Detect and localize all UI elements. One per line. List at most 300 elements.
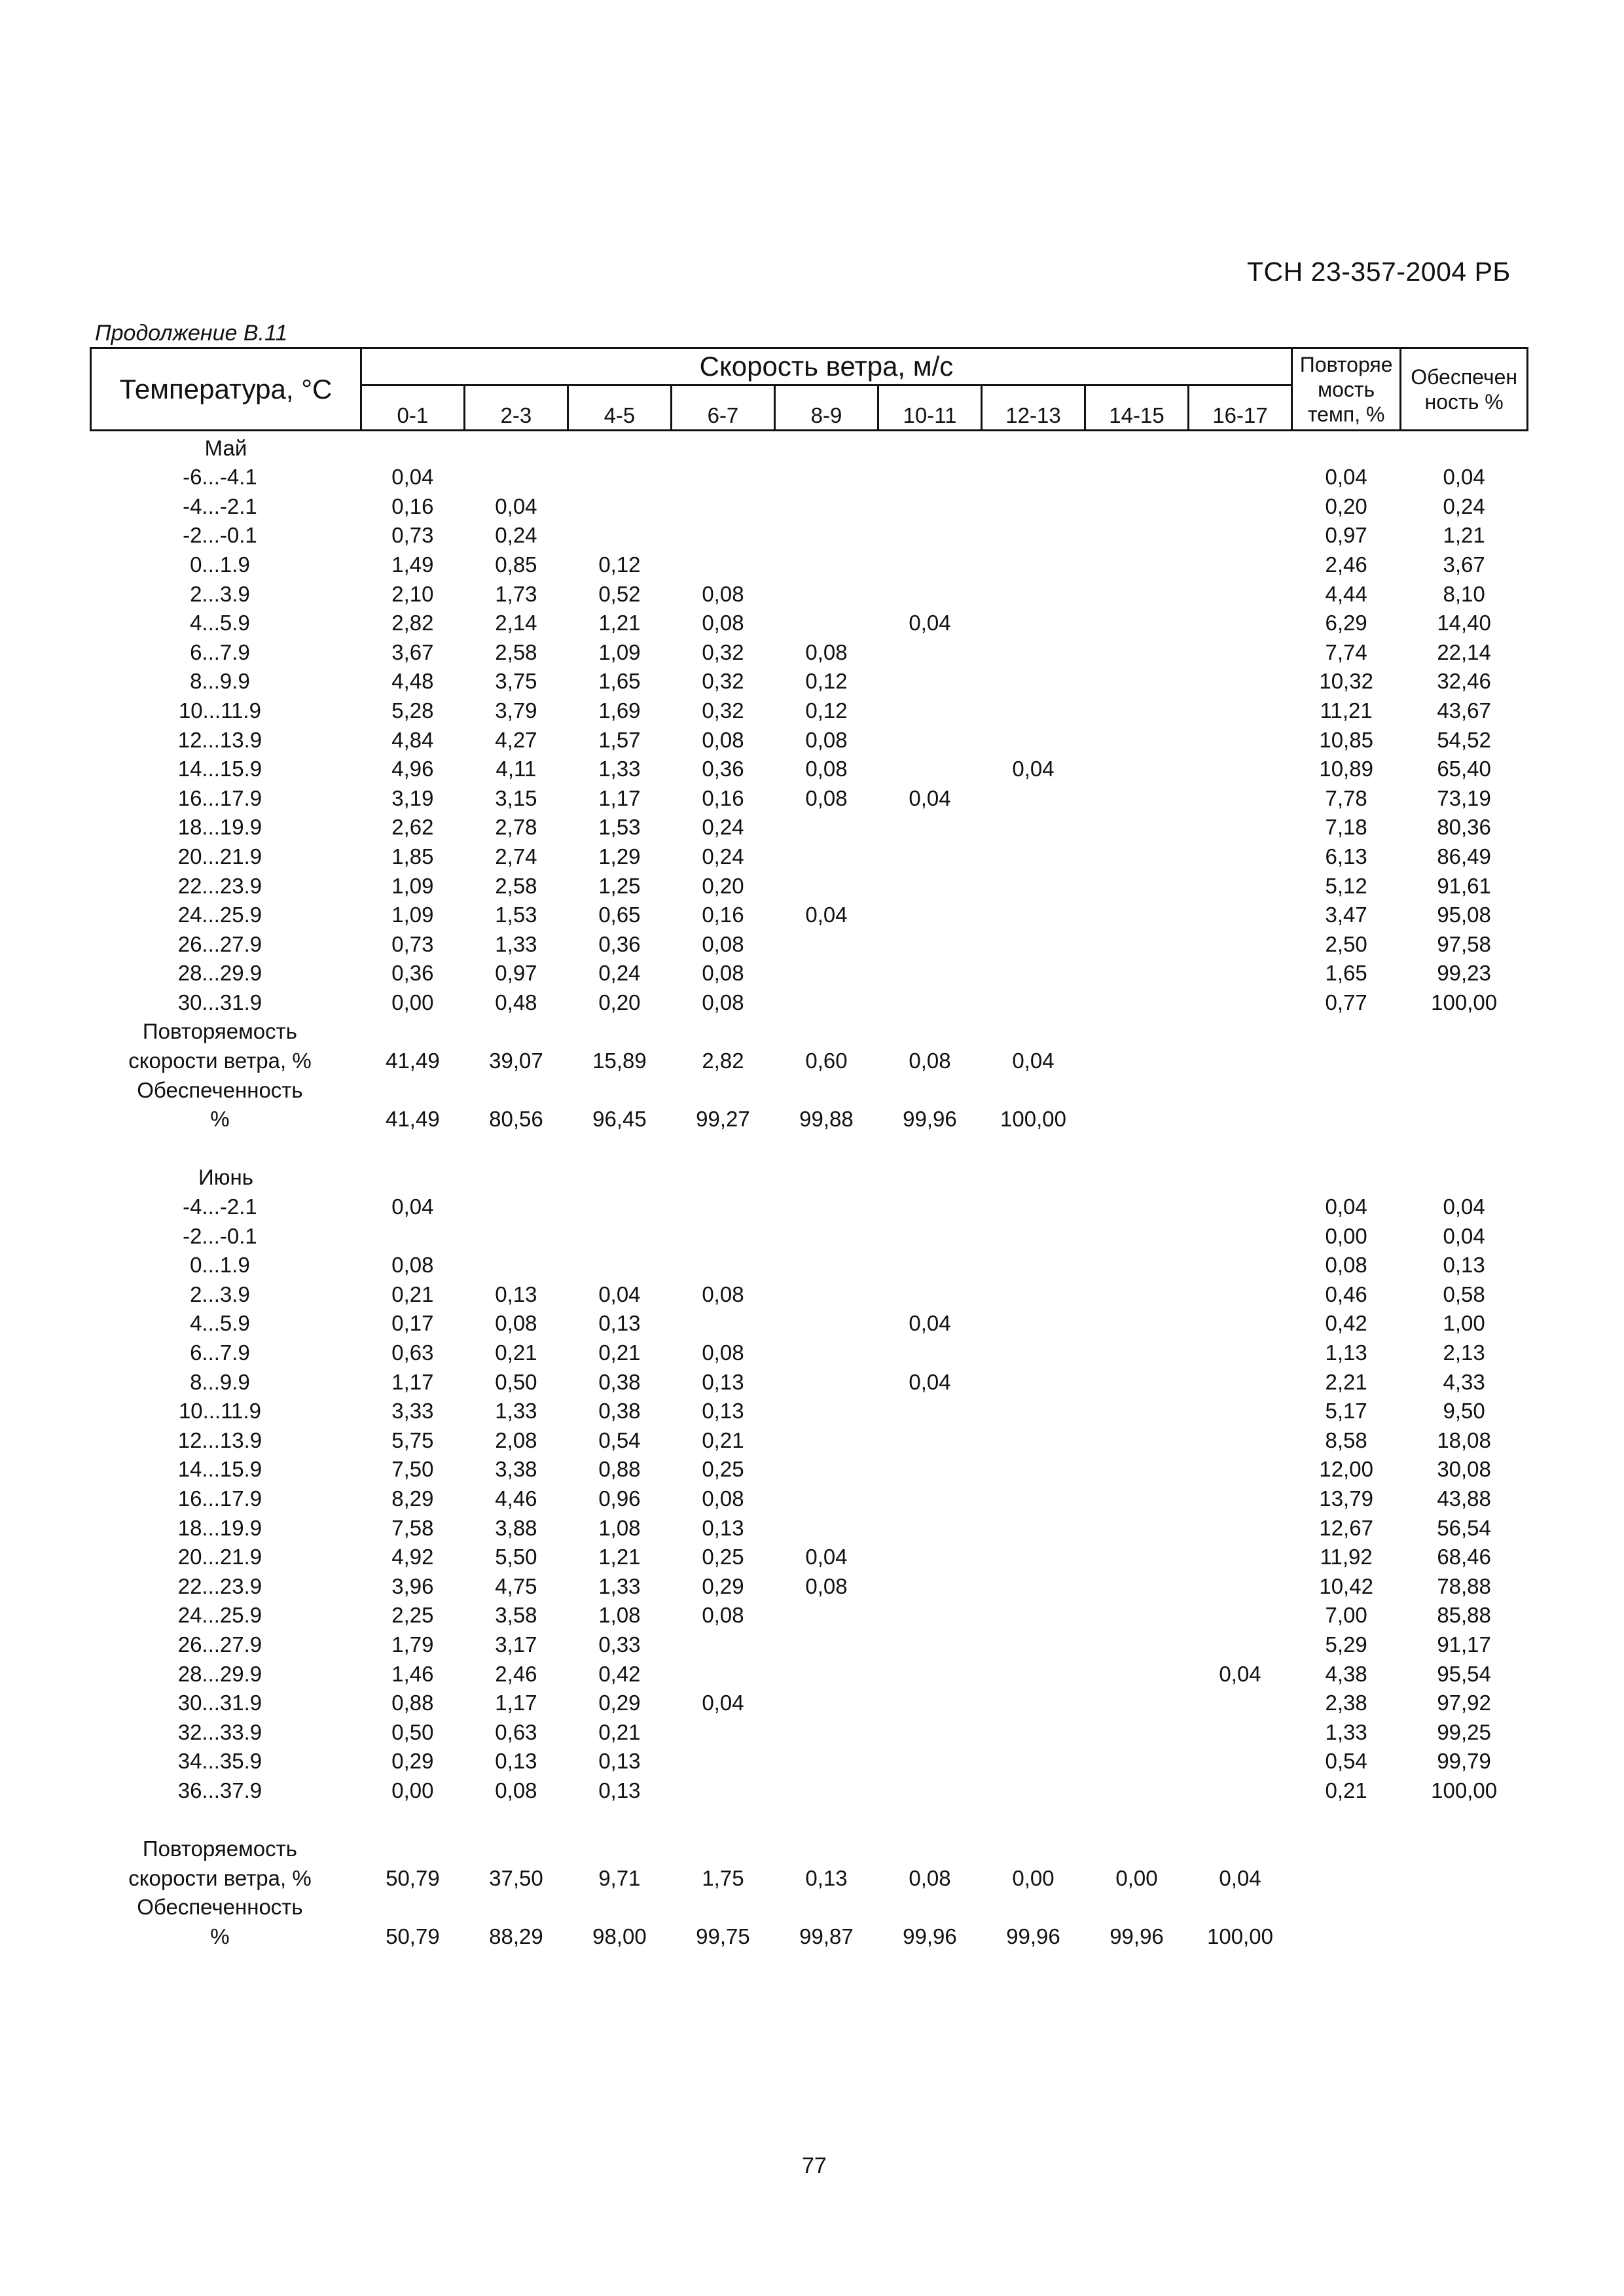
cumulative-security: 43,88 [1437, 1486, 1491, 1511]
wind-security-value: 100,00 [1000, 1107, 1066, 1132]
summary-label: Обеспеченность [137, 1895, 303, 1920]
frequency-value [981, 1424, 1085, 1453]
frequency-value: 1,17 [391, 1369, 434, 1394]
frequency-value [1189, 1511, 1292, 1541]
temp-repeatability: 1,13 [1325, 1340, 1367, 1365]
wind-security-value: 99,88 [799, 1107, 854, 1132]
frequency-value [878, 694, 981, 723]
frequency-value [671, 1657, 774, 1687]
table-row [91, 1511, 1528, 1541]
frequency-value: 7,50 [391, 1457, 434, 1482]
frequency-value: 0,08 [702, 727, 744, 752]
frequency-value [1189, 1715, 1292, 1745]
frequency-value [1085, 1570, 1189, 1599]
temperature-range: 16...17.9 [177, 785, 262, 810]
frequency-value: 0,63 [391, 1340, 434, 1365]
frequency-value [878, 1424, 981, 1453]
frequency-value [1189, 1278, 1292, 1307]
frequency-value [981, 1190, 1085, 1219]
temp-repeatability: 2,38 [1325, 1691, 1367, 1715]
document-code: ТСН 23-357-2004 РБ [1247, 257, 1511, 287]
frequency-value [1085, 957, 1189, 986]
wind-repeatability-value: 2,82 [702, 1049, 744, 1073]
frequency-value [671, 490, 774, 519]
frequency-value [878, 1482, 981, 1511]
frequency-value [981, 927, 1085, 957]
frequency-value: 0,13 [598, 1778, 641, 1803]
frequency-value: 4,27 [495, 727, 537, 752]
frequency-value [1189, 1249, 1292, 1278]
frequency-value [878, 899, 981, 928]
temperature-range: -2...-0.1 [183, 1223, 257, 1248]
table-body [91, 431, 1528, 1949]
cumulative-security: 80,36 [1437, 815, 1491, 840]
temperature-range: 34...35.9 [177, 1749, 262, 1774]
month-heading-row [91, 1161, 1528, 1191]
frequency-value [878, 1453, 981, 1482]
temperature-range: 28...29.9 [177, 961, 262, 986]
frequency-value [1085, 781, 1189, 811]
frequency-value [981, 1307, 1085, 1336]
summary-label-row [91, 1891, 1528, 1920]
frequency-value: 0,08 [702, 581, 744, 606]
table-row [91, 1219, 1528, 1249]
frequency-value [1189, 548, 1292, 577]
frequency-value [1189, 461, 1292, 490]
frequency-value: 1,09 [391, 873, 434, 898]
frequency-value [981, 1395, 1085, 1424]
month-row-fill [361, 431, 1527, 461]
frequency-value [878, 723, 981, 753]
temperature-range: 4...5.9 [190, 1311, 250, 1336]
frequency-value [1189, 1453, 1292, 1482]
summary-fill [361, 1833, 1527, 1862]
frequency-value: 0,08 [702, 1282, 744, 1306]
temp-repeatability: 0,54 [1325, 1749, 1367, 1774]
frequency-value: 8,29 [391, 1486, 434, 1511]
temp-repeatability: 7,18 [1325, 815, 1367, 840]
frequency-value: 0,42 [598, 1661, 641, 1686]
frequency-value [1189, 1482, 1292, 1511]
frequency-value [1085, 461, 1189, 490]
summary-fill [1292, 1103, 1401, 1132]
temp-repeatability: 4,38 [1325, 1661, 1367, 1686]
frequency-value: 3,19 [391, 785, 434, 810]
frequency-value [878, 869, 981, 899]
header-repeatability-line: мость [1318, 377, 1375, 401]
wind-repeatability-value: 0,60 [805, 1049, 848, 1073]
cumulative-security: 78,88 [1437, 1573, 1491, 1598]
temp-repeatability: 11,92 [1320, 1545, 1373, 1570]
frequency-value [1189, 1336, 1292, 1365]
cumulative-security: 22,14 [1437, 639, 1491, 664]
frequency-value [1085, 753, 1189, 782]
wind-security-value [1189, 1103, 1292, 1132]
summary-fill [361, 1015, 1527, 1045]
frequency-value: 1,53 [495, 903, 537, 927]
frequency-value: 1,85 [391, 844, 434, 869]
frequency-value [1085, 1657, 1189, 1687]
frequency-value [878, 986, 981, 1015]
wind-security-value: 99,27 [696, 1107, 750, 1132]
table-row [91, 665, 1528, 694]
frequency-value [981, 1687, 1085, 1716]
wind-security-row [91, 1103, 1528, 1132]
temp-repeatability: 0,42 [1325, 1311, 1367, 1336]
temp-repeatability: 0,21 [1325, 1778, 1367, 1803]
frequency-value: 3,67 [391, 639, 434, 664]
summary-fill [1292, 1861, 1401, 1891]
frequency-value: 1,09 [391, 903, 434, 927]
frequency-value: 1,21 [598, 1545, 641, 1570]
frequency-value [1085, 694, 1189, 723]
frequency-value [981, 1657, 1085, 1687]
frequency-value [774, 1453, 878, 1482]
frequency-value [981, 577, 1085, 607]
summary-label-row [91, 1073, 1528, 1103]
frequency-value: 0,08 [805, 639, 848, 664]
cumulative-security: 65,40 [1437, 757, 1491, 781]
frequency-value: 0,08 [702, 1603, 744, 1628]
temp-repeatability: 0,77 [1325, 990, 1367, 1014]
frequency-value [1189, 1307, 1292, 1336]
frequency-value [774, 1511, 878, 1541]
frequency-value [464, 1249, 568, 1278]
frequency-value [464, 1219, 568, 1249]
frequency-value: 0,96 [598, 1486, 641, 1511]
table-row [91, 1657, 1528, 1687]
frequency-value: 0,36 [598, 931, 641, 956]
temperature-range: 36...37.9 [177, 1778, 262, 1803]
table-row [91, 899, 1528, 928]
frequency-value: 0,16 [702, 903, 744, 927]
frequency-value: 0,36 [702, 757, 744, 781]
cumulative-security: 85,88 [1437, 1603, 1491, 1628]
table-row [91, 753, 1528, 782]
wind-repeatability-value: 0,04 [1012, 1049, 1055, 1073]
frequency-value: 0,04 [598, 1282, 641, 1306]
frequency-value [1085, 869, 1189, 899]
frequency-value [774, 869, 878, 899]
wind-repeatability-value: 1,75 [702, 1865, 744, 1890]
frequency-value [774, 1628, 878, 1657]
table-row [91, 986, 1528, 1015]
frequency-value [774, 1365, 878, 1395]
wind-repeatability-value: 0,13 [805, 1865, 848, 1890]
frequency-value: 0,24 [702, 844, 744, 869]
frequency-value [568, 1190, 671, 1219]
wind-security-value: 99,87 [799, 1924, 854, 1948]
cumulative-security: 95,54 [1437, 1661, 1491, 1686]
wind-security-value: 99,96 [903, 1107, 957, 1132]
temperature-range: 32...33.9 [177, 1719, 262, 1744]
frequency-value [1085, 607, 1189, 636]
temperature-range: 18...19.9 [177, 1515, 262, 1540]
frequency-value: 1,49 [391, 552, 434, 577]
frequency-value [1085, 1219, 1189, 1249]
temp-repeatability: 2,46 [1325, 552, 1367, 577]
frequency-value: 1,73 [495, 581, 537, 606]
frequency-value: 0,04 [805, 903, 848, 927]
frequency-value: 5,75 [391, 1427, 434, 1452]
header-wind-speed: Скорость ветра, м/с [361, 348, 1291, 386]
frequency-value [1085, 1599, 1189, 1628]
frequency-value: 0,13 [598, 1311, 641, 1336]
temp-repeatability: 6,29 [1325, 611, 1367, 636]
frequency-value [1085, 1628, 1189, 1657]
frequency-value [1189, 986, 1292, 1015]
frequency-value: 0,16 [702, 785, 744, 810]
frequency-value [981, 1745, 1085, 1774]
frequency-value [981, 490, 1085, 519]
frequency-value [1085, 723, 1189, 753]
table-row [91, 1307, 1528, 1336]
frequency-value: 0,08 [805, 1573, 848, 1598]
frequency-value: 0,08 [702, 931, 744, 956]
summary-label: скорости ветра, % [128, 1865, 312, 1890]
wind-repeatability-value: 0,04 [1219, 1865, 1261, 1890]
table-row [91, 1453, 1528, 1482]
frequency-value [464, 461, 568, 490]
frequency-value [671, 461, 774, 490]
frequency-value: 0,50 [391, 1719, 434, 1744]
frequency-value: 1,33 [598, 1573, 641, 1598]
wind-repeatability-row [91, 1861, 1528, 1891]
frequency-value [878, 577, 981, 607]
frequency-value [1085, 1511, 1189, 1541]
frequency-value: 0,65 [598, 903, 641, 927]
wind-repeatability-value: 0,00 [1012, 1865, 1055, 1890]
wind-repeatability-row [91, 1044, 1528, 1073]
frequency-value [981, 636, 1085, 665]
frequency-value: 0,08 [391, 1253, 434, 1278]
table-row [91, 694, 1528, 723]
frequency-value: 1,33 [495, 1399, 537, 1424]
cumulative-security: 0,13 [1443, 1253, 1485, 1278]
frequency-value [1085, 899, 1189, 928]
temp-repeatability: 2,21 [1325, 1369, 1367, 1394]
temp-repeatability: 2,50 [1325, 931, 1367, 956]
frequency-value [774, 577, 878, 607]
frequency-value [878, 548, 981, 577]
temp-repeatability: 10,85 [1319, 727, 1373, 752]
frequency-value [671, 1745, 774, 1774]
temp-repeatability: 5,29 [1325, 1632, 1367, 1657]
frequency-value: 0,13 [702, 1399, 744, 1424]
frequency-value [981, 1219, 1085, 1249]
header-security-line: ность % [1424, 389, 1504, 414]
table-row [91, 461, 1528, 490]
frequency-value: 0,04 [1012, 757, 1055, 781]
frequency-value [878, 665, 981, 694]
frequency-value: 0,16 [391, 493, 434, 518]
header-speed-category: 8-9 [774, 386, 878, 431]
table-row [91, 1278, 1528, 1307]
frequency-value [774, 1219, 878, 1249]
frequency-value [1189, 927, 1292, 957]
wind-repeatability-value [1085, 1044, 1189, 1073]
frequency-value: 2,14 [495, 611, 537, 636]
frequency-value [1085, 665, 1189, 694]
frequency-value [1189, 1745, 1292, 1774]
header-speed-category: 14-15 [1085, 386, 1189, 431]
wind-security-value: 99,96 [1006, 1924, 1060, 1948]
temperature-range: 30...31.9 [177, 1691, 262, 1715]
frequency-value: 5,28 [391, 698, 434, 723]
frequency-value: 0,20 [702, 873, 744, 898]
frequency-value [671, 548, 774, 577]
frequency-value [981, 461, 1085, 490]
frequency-value: 0,24 [495, 523, 537, 548]
frequency-value [1189, 1541, 1292, 1570]
frequency-value [1189, 1599, 1292, 1628]
summary-label: Обеспеченность [137, 1077, 303, 1102]
temperature-range: 22...23.9 [177, 873, 262, 898]
frequency-value: 0,04 [1219, 1661, 1261, 1686]
temperature-range: 14...15.9 [177, 1457, 262, 1482]
wind-repeatability-value: 15,89 [592, 1049, 647, 1073]
header-security [1401, 348, 1528, 431]
frequency-value [981, 519, 1085, 548]
month-label: Май [204, 435, 247, 460]
header-speed-category: 16-17 [1189, 386, 1292, 431]
frequency-value [1085, 840, 1189, 869]
wind-security-value: 80,56 [489, 1107, 543, 1132]
frequency-value: 0,13 [598, 1749, 641, 1774]
temperature-range: 30...31.9 [177, 990, 262, 1014]
frequency-value [981, 869, 1085, 899]
wind-security-value: 96,45 [592, 1107, 647, 1132]
frequency-value [878, 1599, 981, 1628]
frequency-value [981, 957, 1085, 986]
frequency-value: 0,63 [495, 1719, 537, 1744]
frequency-value [1085, 1190, 1189, 1219]
frequency-value: 0,04 [391, 465, 434, 490]
frequency-value [981, 1336, 1085, 1365]
header-temperature: Температура, °С [91, 348, 361, 431]
frequency-value: 3,88 [495, 1515, 537, 1540]
temperature-range: 8...9.9 [190, 669, 250, 694]
frequency-value [774, 1336, 878, 1365]
frequency-value: 0,04 [391, 1194, 434, 1219]
frequency-value: 2,78 [495, 815, 537, 840]
temperature-range: 14...15.9 [177, 757, 262, 781]
frequency-value [774, 1657, 878, 1687]
cumulative-security: 99,23 [1437, 961, 1491, 986]
frequency-value: 1,57 [598, 727, 641, 752]
frequency-value: 0,48 [495, 990, 537, 1014]
frequency-value: 0,04 [909, 785, 951, 810]
wind-repeatability-value: 50,79 [386, 1865, 440, 1890]
summary-fill [1401, 1103, 1528, 1132]
frequency-value: 3,33 [391, 1399, 434, 1424]
cumulative-security: 0,04 [1443, 465, 1485, 490]
frequency-value: 1,46 [391, 1661, 434, 1686]
month-heading-row [91, 431, 1528, 461]
frequency-value [1189, 1687, 1292, 1716]
frequency-value [1189, 781, 1292, 811]
frequency-value [981, 1541, 1085, 1570]
table-row [91, 1395, 1528, 1424]
frequency-value: 0,21 [598, 1719, 641, 1744]
cumulative-security: 97,58 [1437, 931, 1491, 956]
frequency-value [1085, 490, 1189, 519]
frequency-value [1189, 811, 1292, 840]
summary-label: Повторяемость [142, 1019, 297, 1044]
temperature-range: -2...-0.1 [183, 523, 257, 548]
table-row [91, 811, 1528, 840]
frequency-value: 0,04 [805, 1545, 848, 1570]
frequency-value [1189, 1219, 1292, 1249]
table-row [91, 840, 1528, 869]
cumulative-security: 73,19 [1437, 785, 1491, 810]
temp-repeatability: 0,46 [1325, 1282, 1367, 1306]
frequency-value [568, 519, 671, 548]
table-row [91, 869, 1528, 899]
frequency-value: 0,88 [598, 1457, 641, 1482]
frequency-value [774, 1774, 878, 1803]
table-row [91, 607, 1528, 636]
frequency-value: 1,79 [391, 1632, 434, 1657]
frequency-value: 4,96 [391, 757, 434, 781]
wind-repeatability-value: 9,71 [598, 1865, 641, 1890]
frequency-value [1085, 1687, 1189, 1716]
frequency-value [981, 781, 1085, 811]
frequency-value: 0,04 [495, 493, 537, 518]
frequency-value: 0,08 [702, 961, 744, 986]
summary-label-row [91, 1015, 1528, 1045]
header-speed-category: 4-5 [568, 386, 671, 431]
header-security-line: Обеспечен [1411, 365, 1518, 389]
frequency-value [878, 1657, 981, 1687]
frequency-value: 5,50 [495, 1545, 537, 1570]
frequency-value: 0,08 [702, 1340, 744, 1365]
frequency-value: 7,58 [391, 1515, 434, 1540]
frequency-value [981, 986, 1085, 1015]
summary-fill [1401, 1044, 1528, 1073]
temp-repeatability: 12,67 [1319, 1515, 1373, 1540]
cumulative-security: 0,04 [1443, 1194, 1485, 1219]
wind-repeatability-value [1189, 1044, 1292, 1073]
frequency-value [1085, 636, 1189, 665]
table-row [91, 723, 1528, 753]
frequency-value [1189, 519, 1292, 548]
frequency-value: 0,08 [495, 1778, 537, 1803]
frequency-value [1085, 1249, 1189, 1278]
month-row-fill [361, 1161, 1527, 1191]
cumulative-security: 14,40 [1437, 611, 1491, 636]
frequency-value: 4,46 [495, 1486, 537, 1511]
frequency-value [981, 1774, 1085, 1803]
frequency-value [878, 1715, 981, 1745]
table-row [91, 1249, 1528, 1278]
frequency-value [981, 694, 1085, 723]
frequency-value: 0,25 [702, 1457, 744, 1482]
frequency-value: 1,17 [495, 1691, 537, 1715]
frequency-value: 0,24 [702, 815, 744, 840]
frequency-value: 0,08 [702, 990, 744, 1014]
spacer-cell [91, 1803, 1528, 1833]
frequency-value: 0,85 [495, 552, 537, 577]
frequency-value: 0,32 [702, 698, 744, 723]
frequency-value: 0,13 [702, 1369, 744, 1394]
frequency-value [878, 636, 981, 665]
frequency-value: 0,12 [805, 669, 848, 694]
wind-repeatability-value: 37,50 [489, 1865, 543, 1890]
frequency-value: 2,25 [391, 1603, 434, 1628]
frequency-value [878, 811, 981, 840]
frequency-value [878, 1774, 981, 1803]
